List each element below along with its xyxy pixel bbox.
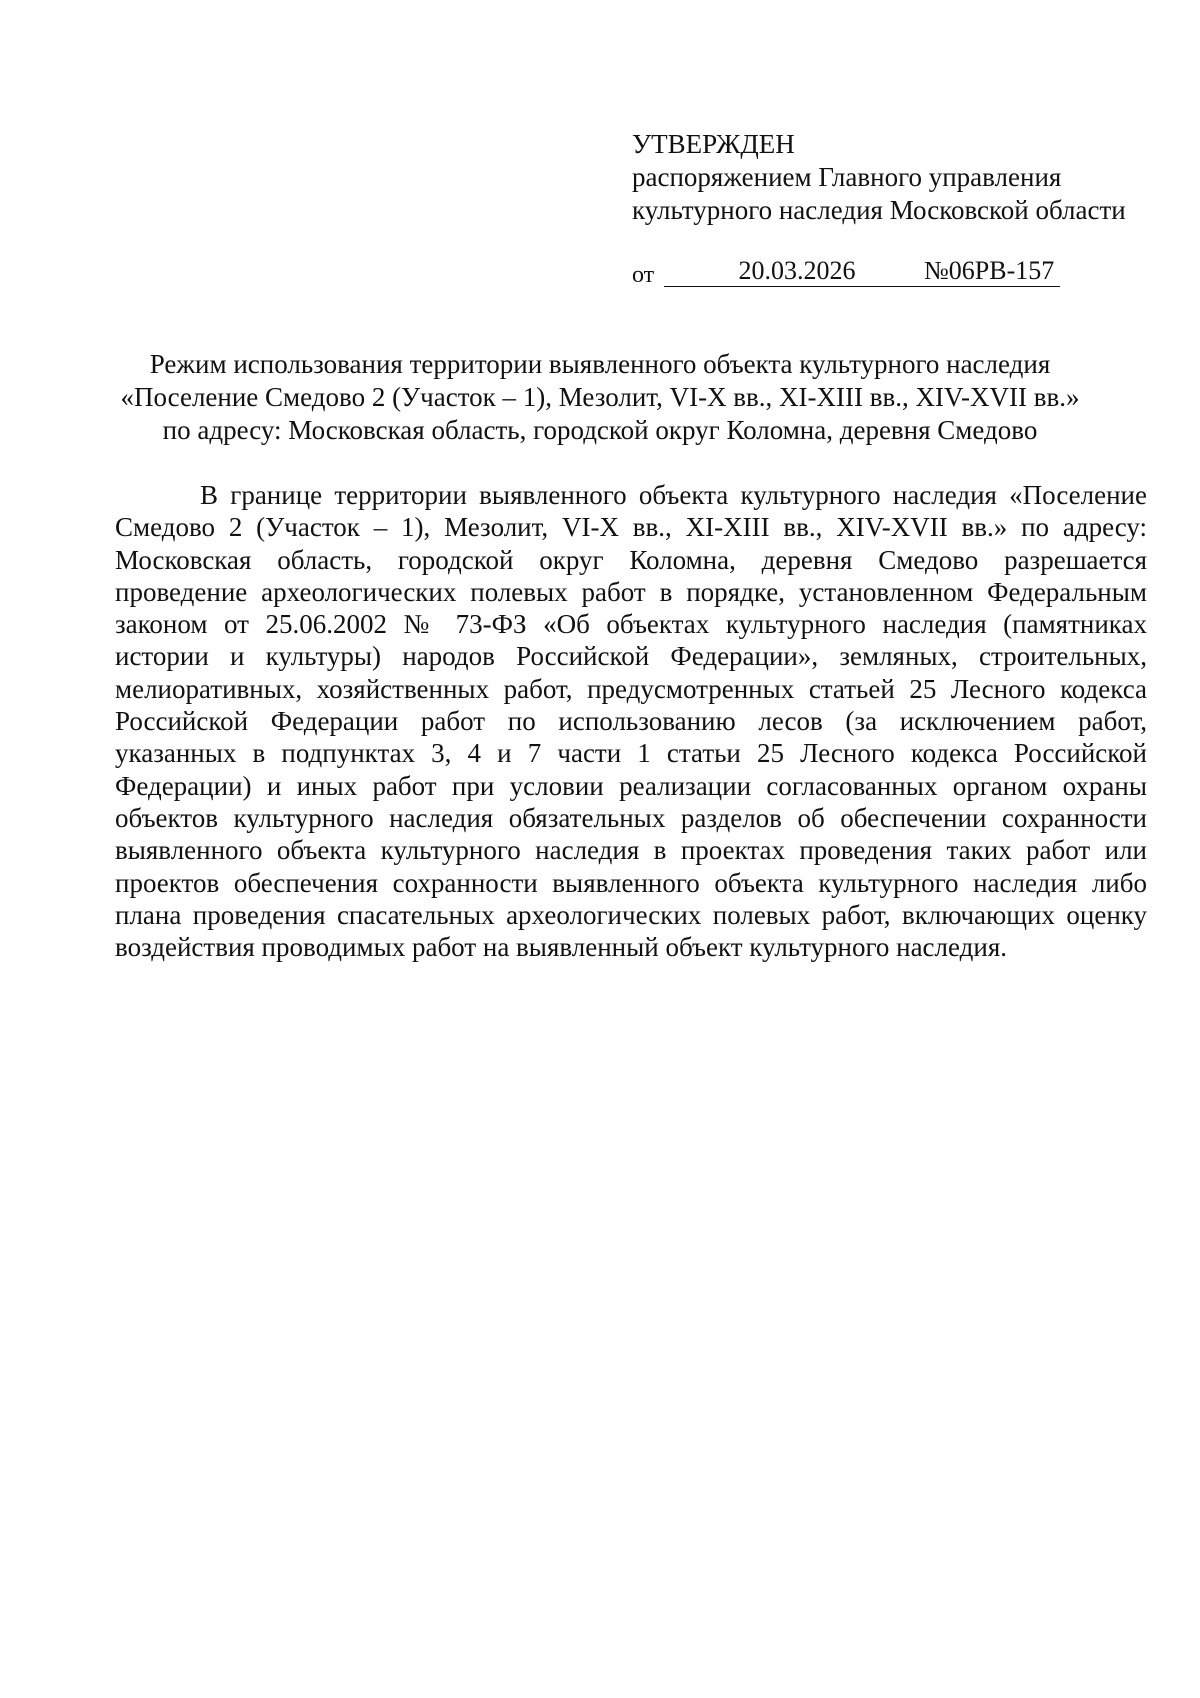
document-date: 20.03.2026 xyxy=(664,254,930,287)
document-number: №06РВ-157 xyxy=(924,254,1060,287)
date-prefix: от xyxy=(632,262,655,288)
title-line-3: по адресу: Московская область, городской округ Коломна, деревня Смедово xyxy=(162,415,1038,445)
approval-heading: УТВЕРЖДЕН xyxy=(632,129,795,159)
body-paragraph: В границе территории выявленного объекта культурного наследия «Поселение Смедово 2 (Участок – 1), Мезолит, VI-X вв., XI-XIII вв., XIV-XVII вв.» по адресу: Московская область, городской округ Коломна, деревня Смедово разрешается проведение археологических полевых работ в порядке, установленном Федеральным законом от 25.06.2002 № 73-ФЗ «Об объектах культурного наследия (памятниках истории и культуры) народов Российской Федерации», земляных, строительных, мелиоративных, хозяйственных работ, предусмотренных статьей 25 Лесного кодекса Российской Федерации работ по использованию лесов (за исключением работ, указанных в подпунктах 3, 4 и 7 части 1 статьи 25 Лесного кодекса Российской Федерации) и иных работ при условии реализации согласованных органом охраны объектов культурного наследия обязательных разделов об обеспечении сохранности выявленного объекта культурного наследия в проектах проведения таких работ или проектов обеспечения сохранности выявленного объекта культурного наследия либо плана проведения спасательных археологических полевых работ, включающих оценку воздействия проводимых работ на выявленный объект культурного наследия. xyxy=(115,480,1147,963)
approval-line-2: культурного наследия Московской области xyxy=(632,195,1126,225)
title-line-2: «Поселение Смедово 2 (Участок – 1), Мезолит, VI-X вв., XI-XIII вв., XIV-XVII вв.» xyxy=(120,382,1080,412)
approval-line-1: распоряжением Главного управления xyxy=(632,162,1062,192)
document-title xyxy=(60,348,1140,447)
document-reference xyxy=(632,254,1152,288)
title-line-1: Режим использования территории выявленного объекта культурного наследия xyxy=(149,349,1051,379)
approval-block xyxy=(632,128,1172,227)
